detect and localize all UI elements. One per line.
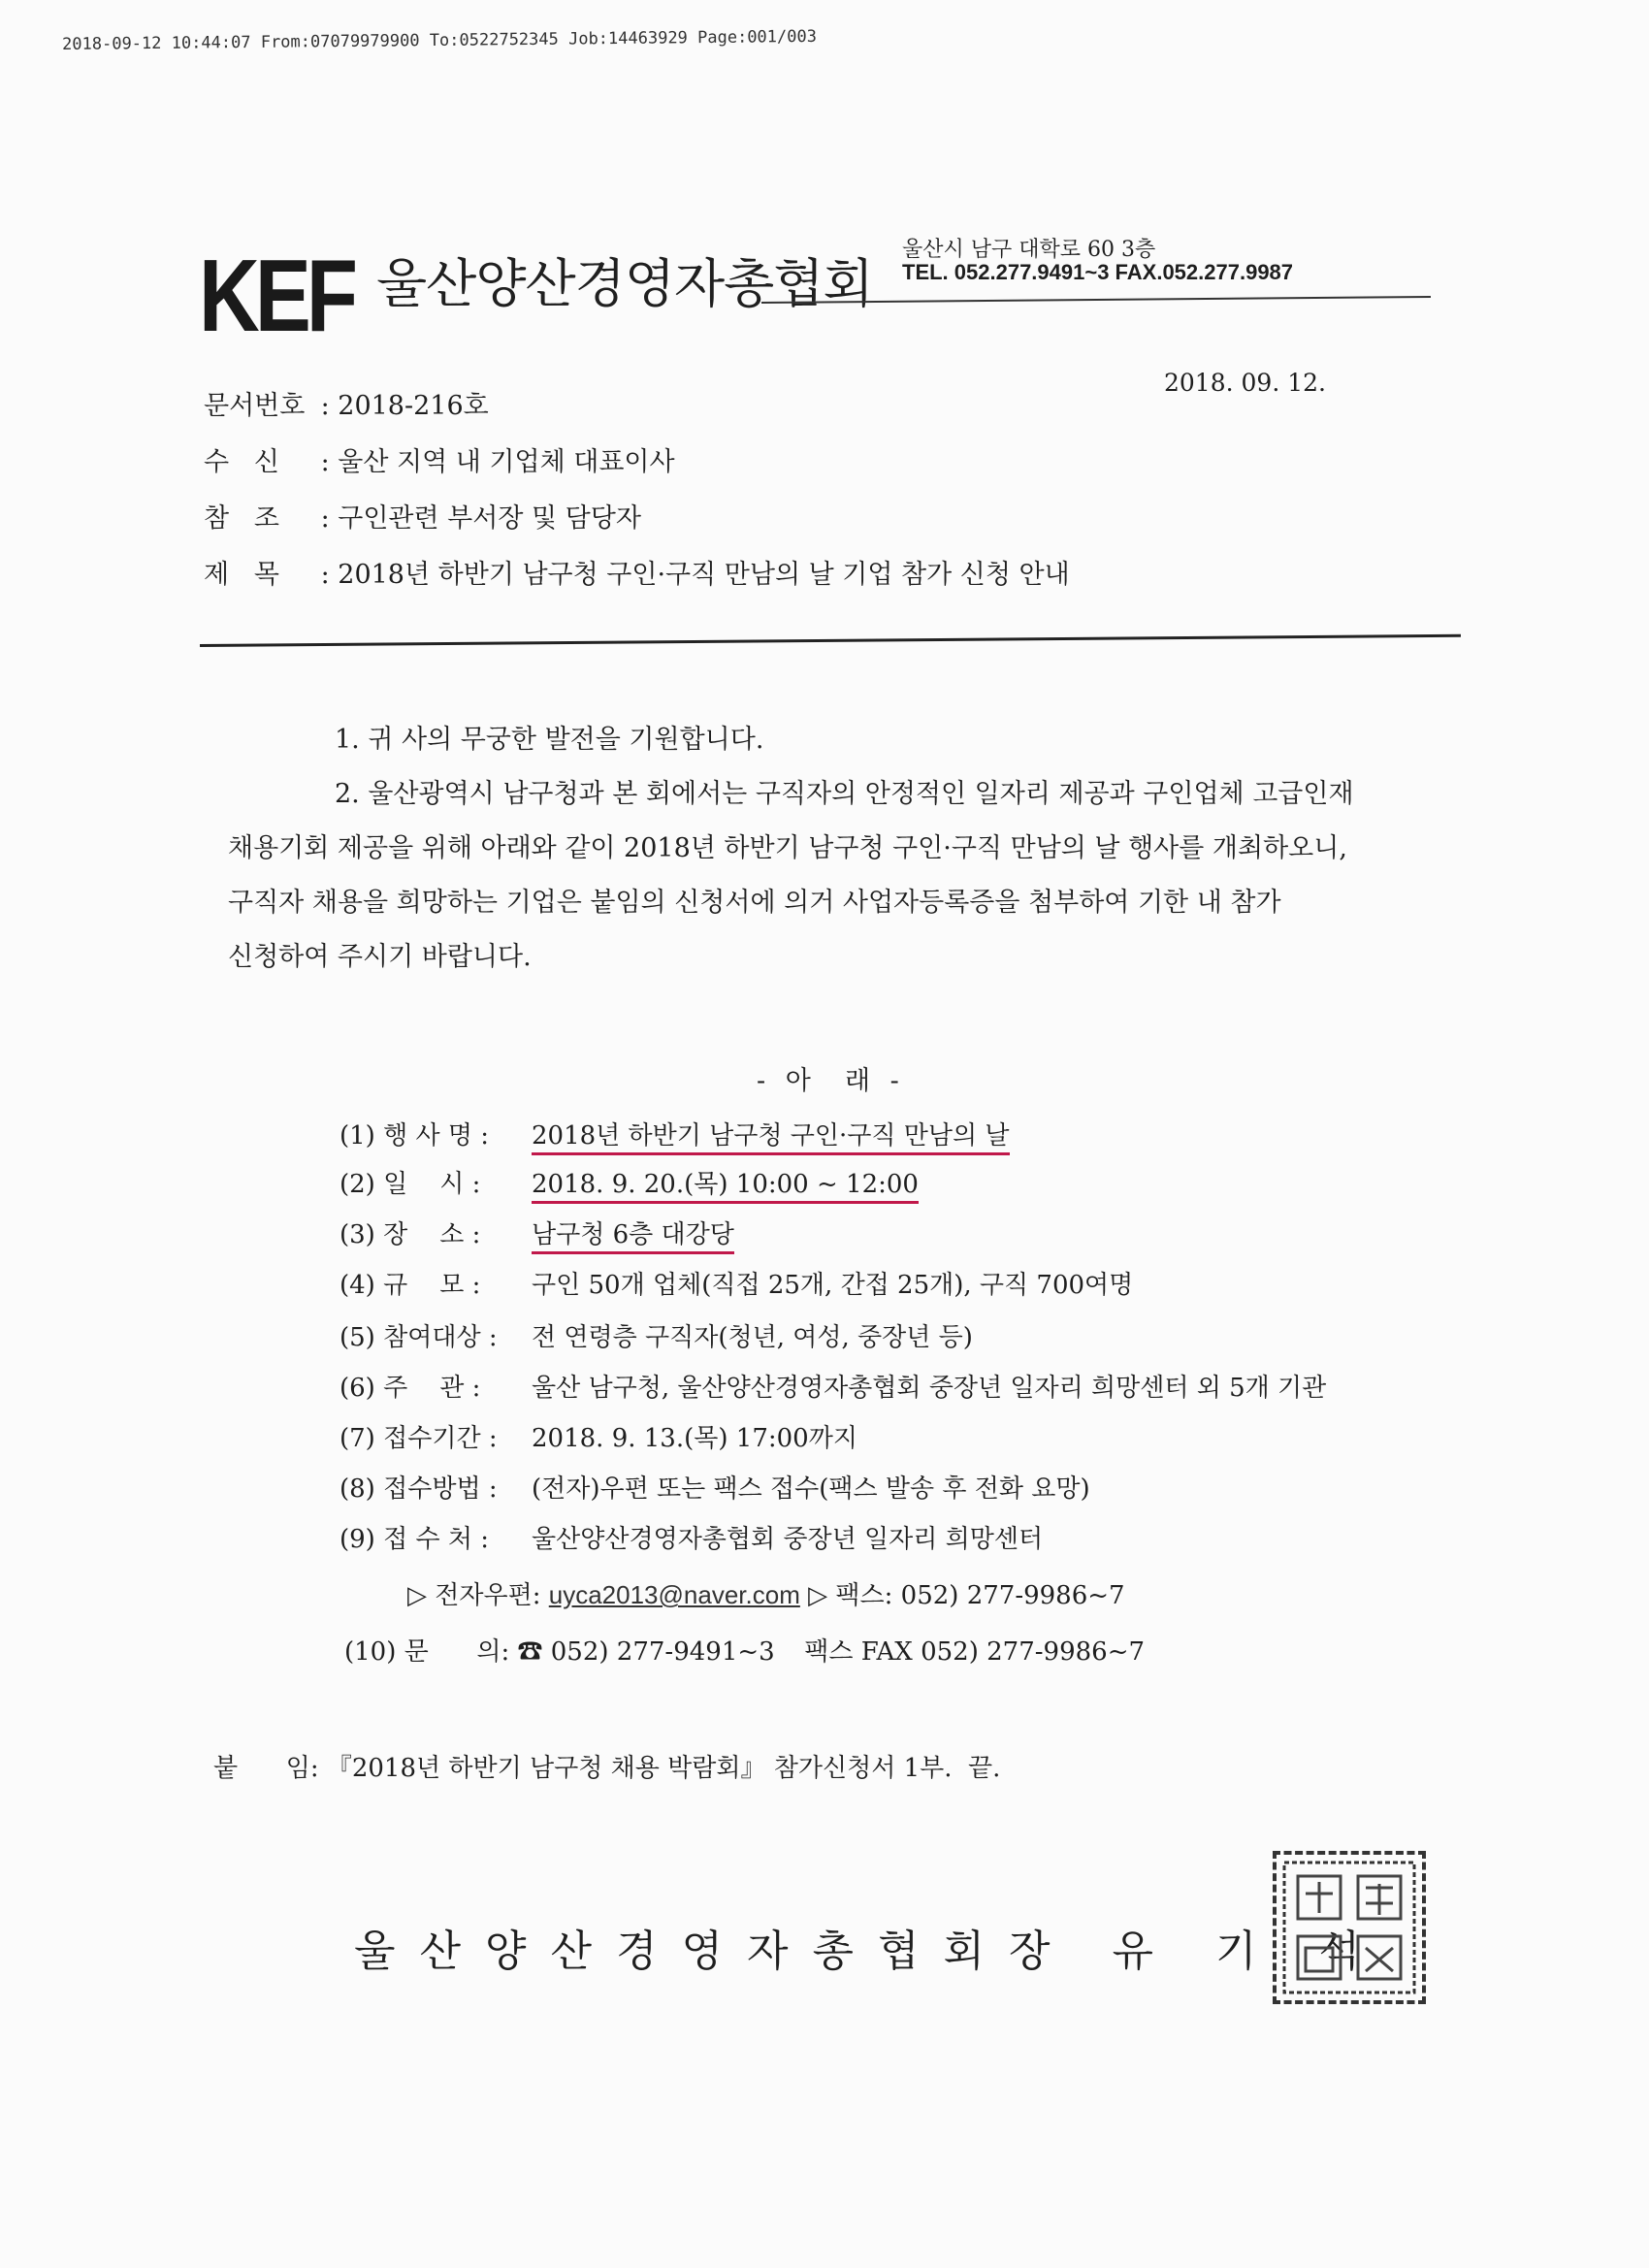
- detail-item-application-period: [340, 1418, 857, 1454]
- fax-number: 052) 277-9986~7: [900, 1581, 1125, 1610]
- document-date: 2018. 09. 12.: [1164, 369, 1326, 397]
- recipient-value: : 울산 지역 내 기업체 대표이사: [320, 447, 675, 477]
- detail-item-target: [340, 1317, 973, 1353]
- detail-label: (6) 주 관 :: [340, 1374, 481, 1403]
- subject-value: : 2018년 하반기 남구청 구인·구직 만남의 날 기업 참가 신청 안내: [320, 560, 1070, 590]
- paragraph-1: 1. 귀 사의 무궁한 발전을 기원합니다.: [335, 725, 764, 755]
- fax-transmission-header: 2018-09-12 10:44:07 From:07079979900 To:0522752345 Job:14463929 Page:001/003: [62, 26, 818, 54]
- attachment-note: 붙 임: 『2018년 하반기 남구청 채용 박람회』 참가신청서 1부. 끝.: [213, 1754, 1001, 1783]
- header-divider: [200, 634, 1461, 647]
- detail-item-application-office: [340, 1519, 1043, 1555]
- detail-item-application-method: [340, 1469, 1090, 1505]
- detail-value: 전 연령층 구직자(청년, 여성, 중장년 등): [532, 1323, 973, 1352]
- detail-label: (3) 장 소 :: [340, 1220, 481, 1249]
- detail-label: (7) 접수기간 :: [340, 1424, 498, 1453]
- organization-tel-fax: TEL. 052.277.9491~3 FAX.052.277.9987: [902, 260, 1294, 284]
- email-label: ▷ 전자우편:: [407, 1581, 541, 1610]
- detail-value: 2018. 9. 20.(목) 10:00 ~ 12:00: [532, 1170, 919, 1204]
- email-fax-row: [407, 1575, 1125, 1611]
- signature-text: 울산양산경영자총협회장 유 기: [354, 1927, 1281, 1976]
- detail-item-datetime: [340, 1164, 919, 1200]
- organization-name: 울산양산경영자총협회: [376, 253, 873, 314]
- detail-value: 2018년 하반기 남구청 구인·구직 만남의 날: [532, 1121, 1010, 1155]
- detail-item-scale: [340, 1265, 1133, 1301]
- detail-value: 울산 남구청, 울산양산경영자총협회 중장년 일자리 희망센터 외 5개 기관: [532, 1374, 1327, 1403]
- detail-value: 구인 50개 업체(직접 25개, 간접 25개), 구직 700여명: [532, 1271, 1134, 1300]
- detail-label: (2) 일 시 :: [340, 1170, 481, 1199]
- recipient-row: [204, 440, 675, 478]
- detail-label: (8) 접수방법 :: [340, 1474, 498, 1504]
- doc-number-row: [204, 384, 489, 422]
- inquiry-fax: 팩스 FAX 052) 277-9986~7: [804, 1637, 1146, 1667]
- email-link[interactable]: uyca2013@naver.com: [548, 1580, 800, 1609]
- fax-label: ▷ 팩스:: [808, 1581, 893, 1610]
- subject-row: [204, 553, 1070, 591]
- detail-value: 울산양산경영자총협회 중장년 일자리 희망센터: [532, 1525, 1044, 1554]
- doc-number-value: : 2018-216호: [320, 391, 489, 421]
- detail-item-venue: [340, 1215, 734, 1250]
- detail-item-event-name: [340, 1116, 1010, 1151]
- phone-number: 052) 277-9491~3: [550, 1637, 775, 1667]
- paragraph-2-line-1: 2. 울산광역시 남구청과 본 회에서는 구직자의 안정적인 일자리 제공과 구인업체 고급인재: [335, 779, 1354, 809]
- detail-item-organizer: [340, 1368, 1326, 1404]
- detail-value: (전자)우편 또는 팩스 접수(팩스 발송 후 전화 요망): [532, 1474, 1090, 1504]
- reference-value: : 구인관련 부서장 및 담당자: [320, 503, 641, 534]
- section-title: - 아 래 -: [757, 1066, 905, 1096]
- kef-logo: KEF: [199, 239, 354, 353]
- paragraph-2-line-2: 채용기회 제공을 위해 아래와 같이 2018년 하반기 남구청 구인·구직 만남의 날 행사를 개최하오니,: [228, 833, 1347, 863]
- seal-char: 석: [1318, 1927, 1385, 1976]
- organization-address: 울산시 남구 대학로 60 3층: [902, 238, 1156, 262]
- paragraph-2-line-3: 구직자 채용을 희망하는 기업은 붙임의 신청서에 의거 사업자등록증을 첨부하여 기한 내 참가: [228, 888, 1281, 918]
- detail-label: (4) 규 모 :: [340, 1271, 481, 1300]
- subject-label: 제 목: [204, 560, 279, 590]
- recipient-label: 수 신: [204, 447, 279, 477]
- reference-row: [204, 497, 641, 535]
- official-seal-stamp: [1273, 1851, 1426, 2004]
- detail-label: (1) 행 사 명 :: [340, 1121, 489, 1150]
- detail-label: (9) 접 수 처 :: [340, 1525, 489, 1554]
- detail-label: (5) 참여대상 :: [340, 1323, 498, 1352]
- signature-line: [354, 1916, 1384, 1978]
- detail-value: 2018. 9. 13.(목) 17:00까지: [532, 1424, 857, 1453]
- inquiry-row: [344, 1632, 1145, 1668]
- doc-number-label: 문서번호: [204, 391, 306, 421]
- reference-label: 참 조: [204, 503, 279, 534]
- inquiry-label: (10) 문 의:: [344, 1637, 510, 1667]
- paragraph-2-line-4: 신청하여 주시기 바랍니다.: [228, 942, 532, 972]
- phone-icon: ☎: [517, 1637, 543, 1667]
- detail-value: 남구청 6층 대강당: [532, 1220, 734, 1254]
